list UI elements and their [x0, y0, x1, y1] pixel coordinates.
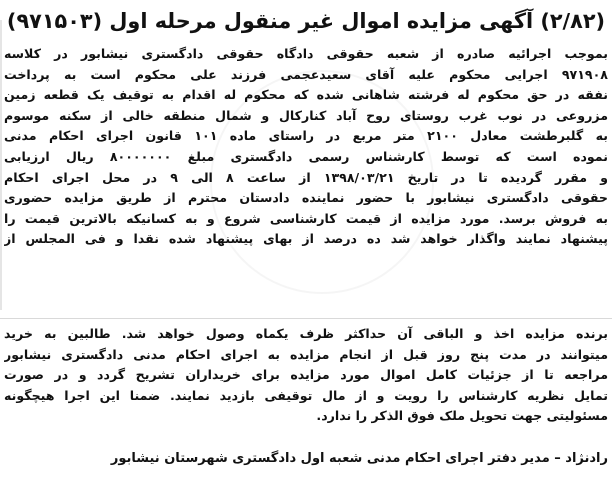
text-line: تمایل نظریه کارشناس را رویت و از مال توقیفی بازدید نمایند. ضمنا این اجرا هیچگونه [4, 387, 608, 403]
text-line: نموده است که توسط کارشناس رسمی دادگستری مبلغ ۸۰۰۰۰۰۰۰ ریال ارزیابی [4, 148, 608, 164]
text-line: مراجعه تا از جزئیات کامل اموال مورد مزایده برای خریداران تشریح گردد و در صورت [4, 367, 608, 383]
notice-paragraph-2 [4, 324, 608, 427]
text-line: ۹۷۱۹۰۸ اجرایی محکوم علیه آقای سعیدعجمی فرزند علی محکوم است به پرداخت [4, 66, 608, 82]
text-line: مسئولیتی جهت تحویل ملک فوق الذکر را ندارد. [316, 408, 608, 424]
text-line: برنده مزایده اخذ و الباقی آن حداکثر ظرف یکماه وصول خواهد شد. طالبین به خرید [4, 326, 608, 341]
column-break-divider [0, 318, 612, 323]
text-line: بموجب اجرائیه صادره از شعبه حقوقی دادگاه حقوقی دادگستری نیشابور در کلاسه [4, 46, 608, 61]
text-line: مزروعی در نوب غرب روستای روح آباد کنارکال و شمال منطقه خالی از سکنه موسوم [4, 107, 608, 123]
text-line: به گلبرطشت معادل ۲۱۰۰ متر مربع در راستای ماده ۱۰۱ قانون اجرای احکام مدنی [4, 128, 608, 144]
text-line: میتوانند در مدت پنج روز قبل از انجام مزایده به اجرای احکام مدنی دادگستری نیشابور [4, 346, 608, 362]
notice-title: (۲/۸۲) آگهی مزایده اموال غیر منقول مرحله اول (۹۷۱۵۰۳) [6, 9, 606, 33]
text-line: پیشنهاد نمایند واگذار خواهد شد ده درصد از بهای پیشنهاد شده نقدا و فی المجلس از [4, 231, 608, 247]
scan-edge-shadow [0, 20, 2, 310]
notice-paragraph-1 [4, 44, 608, 250]
text-line: و مقرر گردیده تا در تاریخ ۱۳۹۸/۰۳/۲۱ از ساعت ۸ الی ۹ در محل اجرای احکام [4, 169, 608, 185]
text-line: به فروش برسد. مورد مزایده از قیمت کارشناسی شروع و به کسانیکه بالاترین قیمت را [4, 210, 608, 226]
notice-signature: رادنژاد – مدیر دفتر اجرای احکام مدنی شعبه اول دادگستری شهرستان نیشابور [110, 451, 608, 466]
text-line: نفقه در حق محکوم له فرشته شاهانی شده که محکوم له اقدام به توقیف یک قطعه زمین [4, 87, 608, 103]
text-line: حقوقی دادگستری نیشابور با حضور نماینده دادستان محترم از طریق مزایده حضوری [4, 190, 608, 206]
